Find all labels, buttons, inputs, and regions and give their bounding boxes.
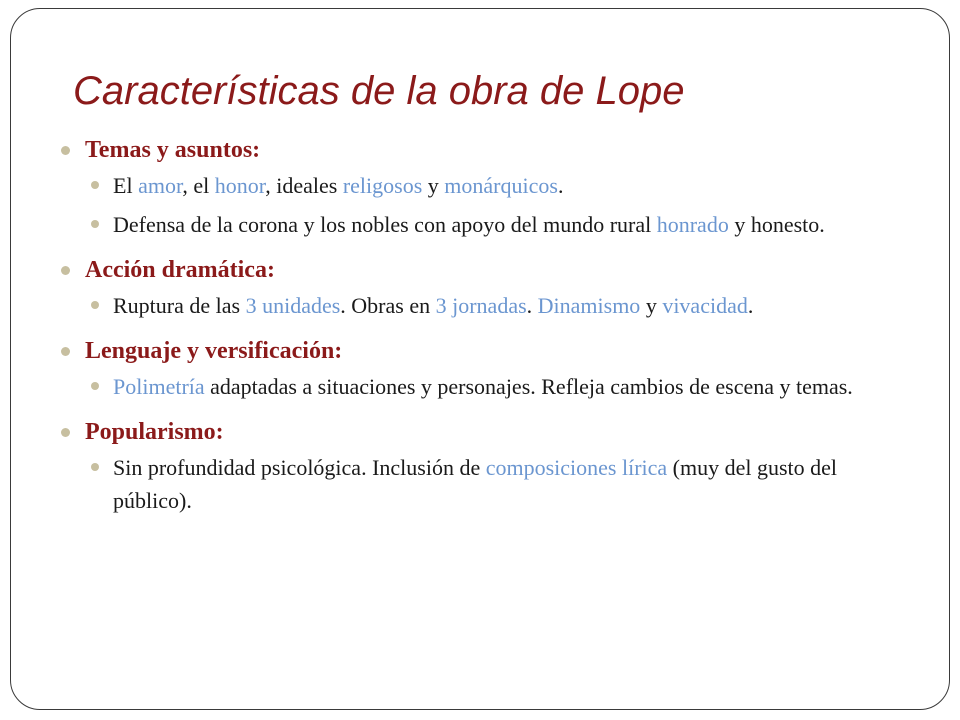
sub-list bbox=[85, 169, 909, 241]
list-item bbox=[85, 169, 909, 202]
text-segment: . Obras en bbox=[340, 293, 436, 318]
bullet-icon bbox=[91, 181, 99, 189]
sub-list bbox=[85, 370, 909, 403]
highlighted-term: 3 jornadas bbox=[435, 293, 527, 318]
text-segment: y honesto. bbox=[728, 212, 825, 237]
text-segment: El bbox=[113, 173, 139, 198]
section-heading: Temas y asuntos: bbox=[85, 137, 261, 163]
highlighted-term: religosos bbox=[342, 173, 423, 198]
bullet-icon bbox=[91, 382, 99, 390]
text-segment: adaptadas a situaciones y personajes. Refleja cambios de escena y temas. bbox=[204, 374, 853, 399]
bullet-icon bbox=[91, 301, 99, 309]
text-segment: Ruptura de las bbox=[113, 293, 246, 318]
text-segment: , el bbox=[182, 173, 215, 198]
text-segment: , ideales bbox=[265, 173, 343, 198]
bullet-icon bbox=[61, 146, 70, 155]
list-item bbox=[85, 451, 909, 517]
list-item bbox=[85, 208, 909, 241]
sub-list bbox=[85, 451, 909, 517]
slide-content bbox=[59, 133, 909, 529]
list-item bbox=[85, 289, 909, 322]
section-heading: Lenguaje y versificación: bbox=[85, 338, 343, 364]
slide-title: Características de la obra de Lope bbox=[73, 69, 685, 113]
bullet-icon bbox=[61, 428, 70, 437]
section-heading: Popularismo: bbox=[85, 419, 224, 445]
bullet-icon bbox=[91, 463, 99, 471]
text-segment: . bbox=[747, 293, 754, 318]
section bbox=[59, 253, 909, 322]
text-segment: y bbox=[422, 173, 445, 198]
section bbox=[59, 415, 909, 517]
section bbox=[59, 133, 909, 241]
section bbox=[59, 334, 909, 403]
slide bbox=[10, 8, 950, 710]
bullet-icon bbox=[61, 266, 70, 275]
sub-list bbox=[85, 289, 909, 322]
bullet-icon bbox=[61, 347, 70, 356]
text-segment: (muy del gusto del público). bbox=[113, 455, 838, 513]
highlighted-term: monárquicos bbox=[444, 173, 558, 198]
text-segment: . bbox=[526, 293, 538, 318]
highlighted-term: Dinamismo bbox=[537, 293, 641, 318]
text-segment: . bbox=[557, 173, 564, 198]
text-segment: Sin profundidad psicológica. Inclusión de bbox=[113, 455, 486, 480]
highlighted-term: amor bbox=[138, 173, 183, 198]
highlighted-term: 3 unidades bbox=[245, 293, 341, 318]
list-item bbox=[85, 370, 909, 403]
highlighted-term: honrado bbox=[656, 212, 729, 237]
text-segment: y bbox=[640, 293, 663, 318]
section-heading: Acción dramática: bbox=[85, 257, 275, 283]
highlighted-term: composiciones lírica bbox=[485, 455, 668, 480]
bullet-icon bbox=[91, 220, 99, 228]
text-segment: Defensa de la corona y los nobles con apoyo del mundo rural bbox=[113, 212, 657, 237]
highlighted-term: vivacidad bbox=[662, 293, 748, 318]
highlighted-term: Polimetría bbox=[113, 374, 205, 399]
highlighted-term: honor bbox=[214, 173, 266, 198]
